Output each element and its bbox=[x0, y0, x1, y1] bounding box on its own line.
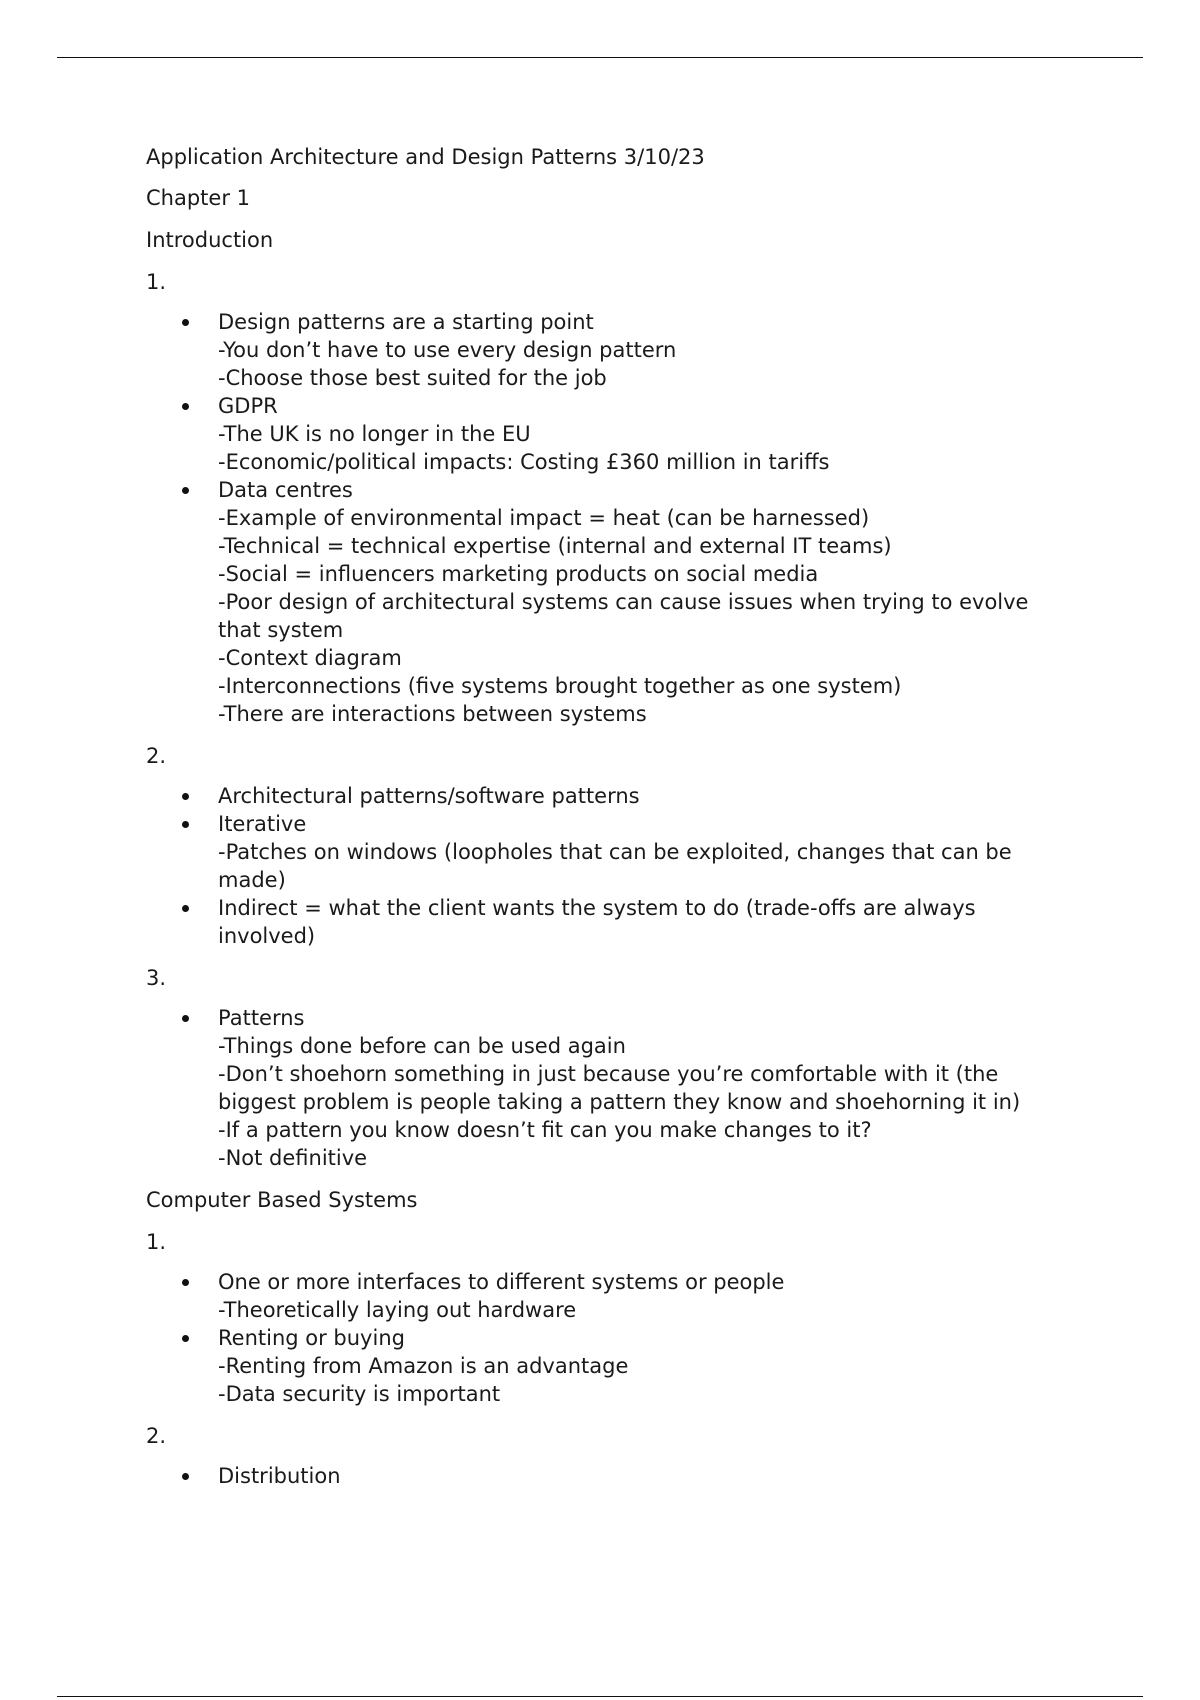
sub-point: -Context diagram bbox=[218, 646, 402, 670]
list-number: 2. bbox=[146, 744, 167, 768]
bullet-list bbox=[146, 308, 1066, 728]
list-item bbox=[218, 782, 1066, 810]
chapter-heading: Chapter 1 bbox=[146, 186, 250, 210]
sub-point: -Data security is important bbox=[218, 1382, 501, 1406]
list-item bbox=[218, 810, 1066, 894]
list-number: 2. bbox=[146, 1424, 167, 1448]
sub-point: -There are interactions between systems bbox=[218, 702, 647, 726]
section-heading: Computer Based Systems bbox=[146, 1188, 418, 1212]
document-title: Application Architecture and Design Patterns 3/10/23 bbox=[146, 145, 705, 169]
sub-point: -Social = influencers marketing products on social media bbox=[218, 562, 819, 586]
bullet-text: Design patterns are a starting point bbox=[218, 310, 594, 334]
sub-point: -Things done before can be used again bbox=[218, 1034, 626, 1058]
document-body bbox=[146, 143, 1066, 1504]
list-item bbox=[218, 1268, 1066, 1324]
bullet-text: Iterative bbox=[218, 812, 307, 836]
sub-point: -If a pattern you know doesn’t fit can you make changes to it? bbox=[218, 1118, 872, 1142]
bullet-text: GDPR bbox=[218, 394, 278, 418]
header-rule bbox=[57, 57, 1143, 58]
list-item bbox=[218, 392, 1066, 476]
bullet-text: Patterns bbox=[218, 1006, 305, 1030]
bullet-icon bbox=[182, 319, 189, 326]
bullet-list bbox=[146, 1462, 1066, 1490]
list-number: 1. bbox=[146, 270, 167, 294]
list-number: 3. bbox=[146, 966, 167, 990]
bullet-text: Data centres bbox=[218, 478, 353, 502]
bullet-list bbox=[146, 1004, 1066, 1172]
list-item bbox=[218, 894, 1066, 950]
bullet-text: Distribution bbox=[218, 1464, 341, 1488]
bullet-icon bbox=[182, 403, 189, 410]
bullet-icon bbox=[182, 821, 189, 828]
list-item bbox=[218, 1324, 1066, 1408]
sub-point: -Example of environmental impact = heat (can be harnessed) bbox=[218, 506, 870, 530]
sub-point: -Poor design of architectural systems can cause issues when trying to evolve that system bbox=[218, 590, 1029, 642]
bullet-icon bbox=[182, 1015, 189, 1022]
sub-point: -Patches on windows (loopholes that can be exploited, changes that can be made) bbox=[218, 840, 1012, 892]
sub-point: -Choose those best suited for the job bbox=[218, 366, 607, 390]
bullet-text: Architectural patterns/software patterns bbox=[218, 784, 640, 808]
sub-point: -Economic/political impacts: Costing £360 million in tariffs bbox=[218, 450, 830, 474]
bullet-icon bbox=[182, 1335, 189, 1342]
sub-point: -You don’t have to use every design pattern bbox=[218, 338, 677, 362]
bullet-text: One or more interfaces to different systems or people bbox=[218, 1270, 785, 1294]
bullet-text: Indirect = what the client wants the system to do (trade-offs are always involved) bbox=[218, 896, 976, 948]
sub-point: -Interconnections (five systems brought together as one system) bbox=[218, 674, 902, 698]
sections-container bbox=[146, 226, 1066, 1490]
bullet-text: Renting or buying bbox=[218, 1326, 405, 1350]
bullet-icon bbox=[182, 905, 189, 912]
sub-point: -Theoretically laying out hardware bbox=[218, 1298, 577, 1322]
list-item bbox=[218, 476, 1066, 728]
sub-point: -Technical = technical expertise (internal and external IT teams) bbox=[218, 534, 892, 558]
sub-point: -The UK is no longer in the EU bbox=[218, 422, 531, 446]
list-item bbox=[218, 308, 1066, 392]
bullet-list bbox=[146, 1268, 1066, 1408]
list-item bbox=[218, 1004, 1066, 1172]
bullet-icon bbox=[182, 1473, 189, 1480]
bullet-icon bbox=[182, 487, 189, 494]
bullet-list bbox=[146, 782, 1066, 950]
footer-rule bbox=[57, 1696, 1143, 1697]
sub-point: -Not definitive bbox=[218, 1146, 368, 1170]
bullet-icon bbox=[182, 793, 189, 800]
sub-point: -Don’t shoehorn something in just because you’re comfortable with it (the biggest problem is people taking a pattern they know and shoehorning it in) bbox=[218, 1062, 1021, 1114]
sub-point: -Renting from Amazon is an advantage bbox=[218, 1354, 629, 1378]
section-heading: Introduction bbox=[146, 228, 274, 252]
list-number: 1. bbox=[146, 1230, 167, 1254]
list-item bbox=[218, 1462, 1066, 1490]
bullet-icon bbox=[182, 1279, 189, 1286]
